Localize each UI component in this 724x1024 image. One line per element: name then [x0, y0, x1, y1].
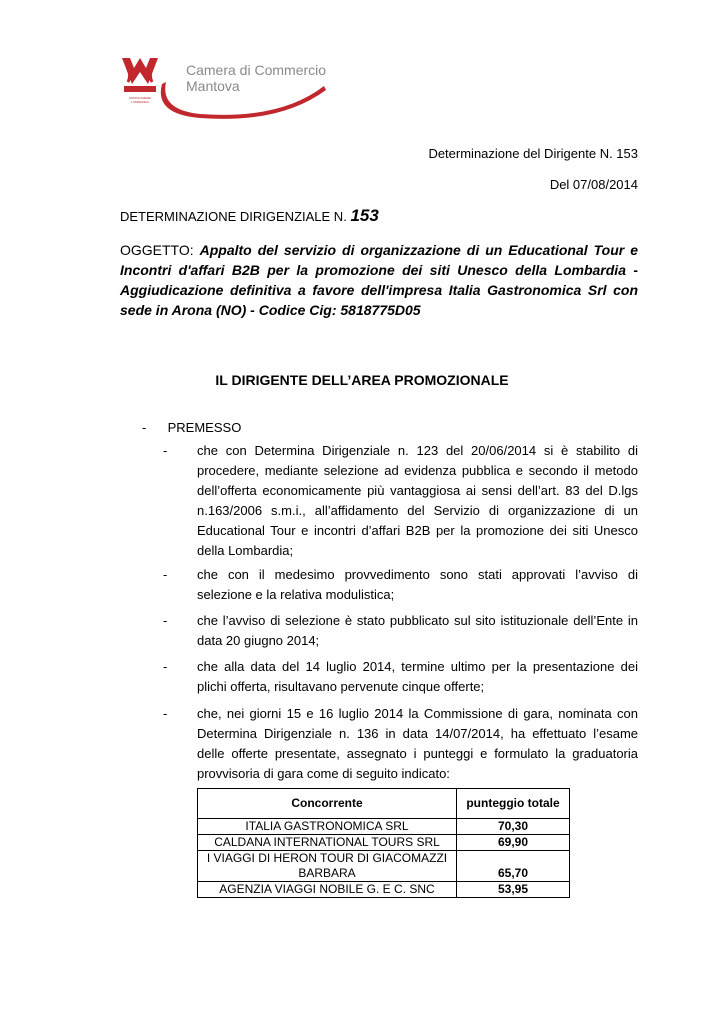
- competitor-name: CALDANA INTERNATIONAL TOURS SRL: [198, 835, 457, 851]
- competitor-name: AGENZIA VIAGGI NOBILE G. E C. SNC: [198, 882, 457, 898]
- table-row: [198, 851, 570, 882]
- table-row: [198, 835, 570, 851]
- list-item-text: che, nei giorni 15 e 16 luglio 2014 la Commissione di gara, nominata con Determina Dirigenziale n. 136 in data 14/07/2014, ha effettuato l’esame delle offerte presentate, assegnato i punteggi e formulato la graduatoria provvisoria di gara come di seguito indicato:: [197, 706, 638, 781]
- determination-date: Del 07/08/2014: [549, 177, 638, 192]
- list-item-dash: -: [163, 613, 168, 628]
- competitor-score: 70,30: [457, 819, 570, 835]
- list-item-text: che con Determina Dirigenziale n. 123 del 20/06/2014 si è stabilito di procedere, mediante selezione ad evidenza pubblica e secondo il metodo dell’offerta economicamente più vantaggiosa ai sensi dell’art. 83 del D.lgs n.163/2006 s.m.i., all’affidamento del Servizio di organizzazione di un Educational Tour e incontri d’affari B2B per la promozione dei siti Unesco della Lombardia;: [197, 443, 638, 558]
- list-item-dash: -: [163, 659, 168, 674]
- determination-number-line: [120, 206, 379, 226]
- logo-swoosh-icon: [160, 80, 330, 120]
- section-heading: IL DIRIGENTE DELL’AREA PROMOZIONALE: [215, 372, 509, 388]
- list-item: [163, 657, 638, 697]
- ranking-table: [197, 788, 570, 898]
- determination-label: DETERMINAZIONE DIRIGENZIALE N.: [120, 209, 347, 224]
- logo-seal-text: UNIONCAMERE LOMBARDIA: [128, 96, 152, 104]
- column-header-competitor: Concorrente: [198, 789, 457, 819]
- competitor-name: I VIAGGI DI HERON TOUR DI GIACOMAZZI BARBARA: [198, 851, 457, 882]
- list-item-text: che con il medesimo provvedimento sono stati approvati l’avviso di selezione e la relativa modulistica;: [197, 567, 638, 602]
- list-item: [163, 565, 638, 605]
- determination-number: 153: [350, 206, 379, 225]
- competitor-score: 69,90: [457, 835, 570, 851]
- list-item: [163, 704, 638, 784]
- premesso-line: [142, 420, 241, 435]
- premesso-dash: -: [142, 420, 147, 435]
- table-row: [198, 882, 570, 898]
- logo-text-line1: Camera di Commercio: [186, 62, 327, 78]
- list-item-dash: -: [163, 443, 168, 458]
- chamber-logo: [120, 52, 330, 118]
- premesso-label: PREMESSO: [167, 420, 242, 435]
- subject-label: OGGETTO:: [120, 242, 194, 258]
- list-item-dash: -: [163, 567, 168, 582]
- determination-reference: Determinazione del Dirigente N. 153: [428, 146, 638, 161]
- competitor-score: 65,70: [457, 851, 570, 882]
- subject-block: [120, 240, 638, 320]
- chamber-seal-icon: [120, 54, 160, 94]
- list-item-text: che alla data del 14 luglio 2014, termine ultimo per la presentazione dei plichi offerta, risultavano pervenute cinque offerte;: [197, 659, 638, 694]
- table-row: [198, 819, 570, 835]
- column-header-score: punteggio totale: [457, 789, 570, 819]
- list-item: [163, 441, 638, 561]
- competitor-name: ITALIA GASTRONOMICA SRL: [198, 819, 457, 835]
- subject-text: Appalto del servizio di organizzazione di un Educational Tour e Incontri d'affari B2B per la promozione dei siti Unesco della Lombardia - Aggiudicazione definitiva a favore dell'impresa Italia Gastronomica Srl con sede in Arona (NO) - Codice Cig: 5818775D05: [120, 242, 638, 318]
- list-item: [163, 611, 638, 651]
- table-header-row: [198, 789, 570, 819]
- list-item-text: che l’avviso di selezione è stato pubblicato sul sito istituzionale dell’Ente in data 20 giugno 2014;: [197, 613, 638, 648]
- list-item-dash: -: [163, 706, 168, 721]
- competitor-score: 53,95: [457, 882, 570, 898]
- logo-text-line2: Mantova: [186, 78, 240, 94]
